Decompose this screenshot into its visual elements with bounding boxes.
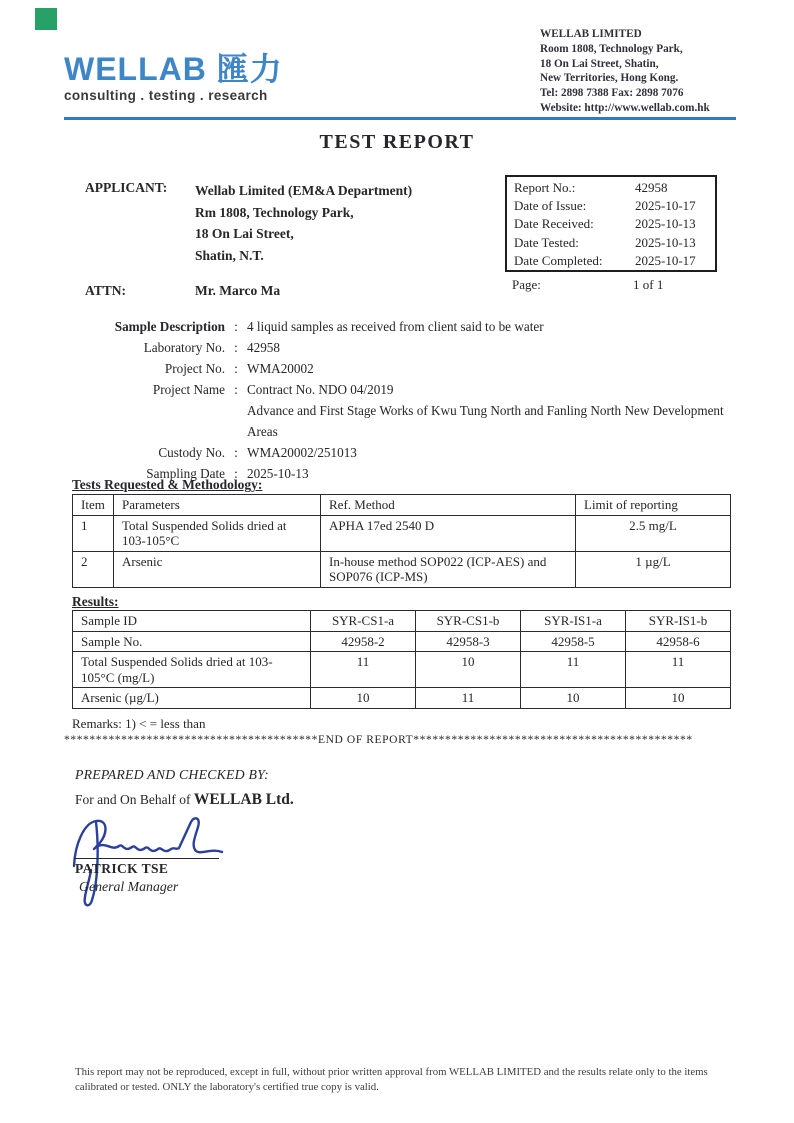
cell-row-label: Sample No. <box>73 631 311 652</box>
cell-value: 10 <box>626 688 731 709</box>
report-info-label: Report No.: <box>514 180 576 195</box>
report-info-box <box>505 175 717 272</box>
table-row <box>73 688 731 709</box>
attn-label: ATTN: <box>85 283 127 298</box>
separator: : <box>234 340 238 355</box>
separator: : <box>234 466 238 481</box>
header-divider <box>64 117 736 120</box>
report-info-label: Date Completed: <box>514 252 603 268</box>
signatory-title: General Manager <box>79 879 179 894</box>
cell-ref-method: In-house method SOP022 (ICP-AES) and SOP076 (ICP-MS) <box>321 551 576 587</box>
report-info-value: 2025-10-17 <box>635 252 696 268</box>
col-header-item: Item <box>73 495 114 516</box>
cell-item: 2 <box>73 551 114 587</box>
cell-value: 42958-3 <box>416 631 521 652</box>
col-header-sample: SYR-CS1-b <box>416 611 521 632</box>
sample-info-value: WMA20002 <box>247 361 314 376</box>
col-header-sample: SYR-CS1-a <box>311 611 416 632</box>
tests-methodology-heading: Tests Requested & Methodology: <box>72 477 263 492</box>
sample-info-value: Advance and First Stage Works of Kwu Tung North and Fanling North New Development Areas <box>247 403 724 439</box>
separator: : <box>234 361 238 376</box>
table-header-row <box>73 495 731 516</box>
page-number-value: 1 of 1 <box>633 277 664 292</box>
col-header-limit: Limit of reporting <box>576 495 731 516</box>
results-table <box>72 610 731 709</box>
sample-info-value: WMA20002/251013 <box>247 445 357 460</box>
company-address-line: 18 On Lai Street, Shatin, <box>540 57 659 70</box>
behalf-company: WELLAB Ltd. <box>193 791 294 808</box>
table-row <box>73 631 731 652</box>
col-header-sample: SYR-IS1-b <box>626 611 731 632</box>
table-row <box>73 652 731 688</box>
cell-limit: 1 µg/L <box>576 551 731 587</box>
sample-info-value: 2025-10-13 <box>247 466 309 481</box>
separator: : <box>234 382 238 397</box>
company-address-line: Room 1808, Technology Park, <box>540 42 683 55</box>
col-header-parameters: Parameters <box>114 495 321 516</box>
logo-tagline: consulting . testing . research <box>64 88 268 103</box>
attn-value: Mr. Marco Ma <box>195 283 281 298</box>
sample-info-label: Project No. <box>164 361 225 376</box>
logo-brand-text: WELLAB 匯力 <box>64 51 283 87</box>
results-heading: Results: <box>72 594 119 609</box>
cell-value: 10 <box>311 688 416 709</box>
applicant-address-block <box>195 180 412 266</box>
cell-parameter: Total Suspended Solids dried at 103-105°C <box>114 515 321 551</box>
col-header-ref-method: Ref. Method <box>321 495 576 516</box>
col-header-sample-id: Sample ID <box>73 611 311 632</box>
cell-value: 10 <box>416 652 521 688</box>
company-logo <box>64 52 283 103</box>
report-info-row <box>507 180 715 198</box>
sample-info-label: Project Name <box>152 382 225 397</box>
report-info-row <box>507 235 715 253</box>
page-title: TEST REPORT <box>319 131 475 153</box>
applicant-label: APPLICANT: <box>85 180 168 195</box>
sample-info-label: Laboratory No. <box>143 340 225 355</box>
company-address-line: Website: http://www.wellab.com.hk <box>540 101 710 114</box>
report-info-row <box>507 198 715 216</box>
cell-ref-method: APHA 17ed 2540 D <box>321 515 576 551</box>
applicant-address-line: Rm 1808, Technology Park, <box>195 204 354 220</box>
cell-value: 42958-5 <box>521 631 626 652</box>
sample-info-value: Contract No. NDO 04/2019 <box>247 382 394 397</box>
cell-value: 10 <box>521 688 626 709</box>
sample-info-value: 4 liquid samples as received from client said to be water <box>247 319 544 334</box>
table-row <box>73 551 731 587</box>
sample-info-label: Sample Description <box>114 319 225 334</box>
report-info-value: 2025-10-13 <box>635 216 696 232</box>
separator <box>225 400 247 442</box>
cell-value: 11 <box>311 652 416 688</box>
report-info-value: 42958 <box>635 180 668 195</box>
applicant-address-line: Shatin, N.T. <box>195 247 264 263</box>
signature-line <box>74 858 219 859</box>
sample-info-row <box>85 358 733 379</box>
cell-value: 11 <box>416 688 521 709</box>
prepared-by-line: PREPARED AND CHECKED BY: <box>75 767 269 782</box>
cell-item: 1 <box>73 515 114 551</box>
separator: : <box>234 445 238 460</box>
sample-info-row <box>85 337 733 358</box>
sample-info-row <box>85 442 733 463</box>
cell-value: 42958-6 <box>626 631 731 652</box>
company-address-line: Tel: 2898 7388 Fax: 2898 7076 <box>540 87 684 100</box>
tests-methodology-table <box>72 494 731 588</box>
separator: : <box>234 319 238 334</box>
signatory-name: PATRICK TSE <box>75 861 169 876</box>
report-info-value: 2025-10-17 <box>635 198 696 214</box>
sample-info-row <box>85 316 733 337</box>
sample-info-label <box>85 400 225 442</box>
applicant-address-line: 18 On Lai Street, <box>195 226 294 241</box>
report-info-label: Date of Issue: <box>514 198 587 214</box>
cell-row-label: Arsenic (µg/L) <box>73 688 311 709</box>
remarks-text: Remarks: 1) < = less than <box>72 716 206 731</box>
cell-value: 11 <box>521 652 626 688</box>
sample-info-row <box>85 400 733 442</box>
report-info-row <box>507 253 715 271</box>
sample-info-label: Custody No. <box>158 445 225 460</box>
company-address-line: New Territories, Hong Kong. <box>540 72 679 85</box>
report-info-label: Date Received: <box>514 216 594 232</box>
report-info-row <box>507 216 715 234</box>
cell-parameter: Arsenic <box>114 551 321 587</box>
sample-info-label: Sampling Date <box>146 466 225 481</box>
cell-row-label: Total Suspended Solids dried at 103-105°C (mg/L) <box>73 652 311 688</box>
cell-limit: 2.5 mg/L <box>576 515 731 551</box>
table-header-row <box>73 611 731 632</box>
sample-info-row <box>85 379 733 400</box>
footer-disclaimer: This report may not be reproduced, except in full, without prior written approval from WELLAB LIMITED and the results relate only to the items calibrated or tested. ONLY the laboratory's certified true copy is valid. <box>75 1066 708 1093</box>
behalf-line <box>75 791 294 809</box>
page-number-label: Page: <box>512 277 541 292</box>
applicant-address-line: Wellab Limited (EM&A Department) <box>195 183 413 198</box>
sample-info-block <box>85 316 733 484</box>
company-address-line: WELLAB LIMITED <box>540 28 642 40</box>
end-of-report-line: ****************************************END OF REPORT******************************************** <box>64 734 693 746</box>
sample-info-value: 42958 <box>247 340 280 355</box>
company-address-block <box>540 27 755 116</box>
report-info-label: Date Tested: <box>514 234 579 250</box>
cell-value: 42958-2 <box>311 631 416 652</box>
table-row <box>73 515 731 551</box>
col-header-sample: SYR-IS1-a <box>521 611 626 632</box>
cell-value: 11 <box>626 652 731 688</box>
behalf-prefix: For and On Behalf of <box>75 792 194 807</box>
report-info-value: 2025-10-13 <box>635 234 696 250</box>
corner-mark <box>35 8 57 30</box>
